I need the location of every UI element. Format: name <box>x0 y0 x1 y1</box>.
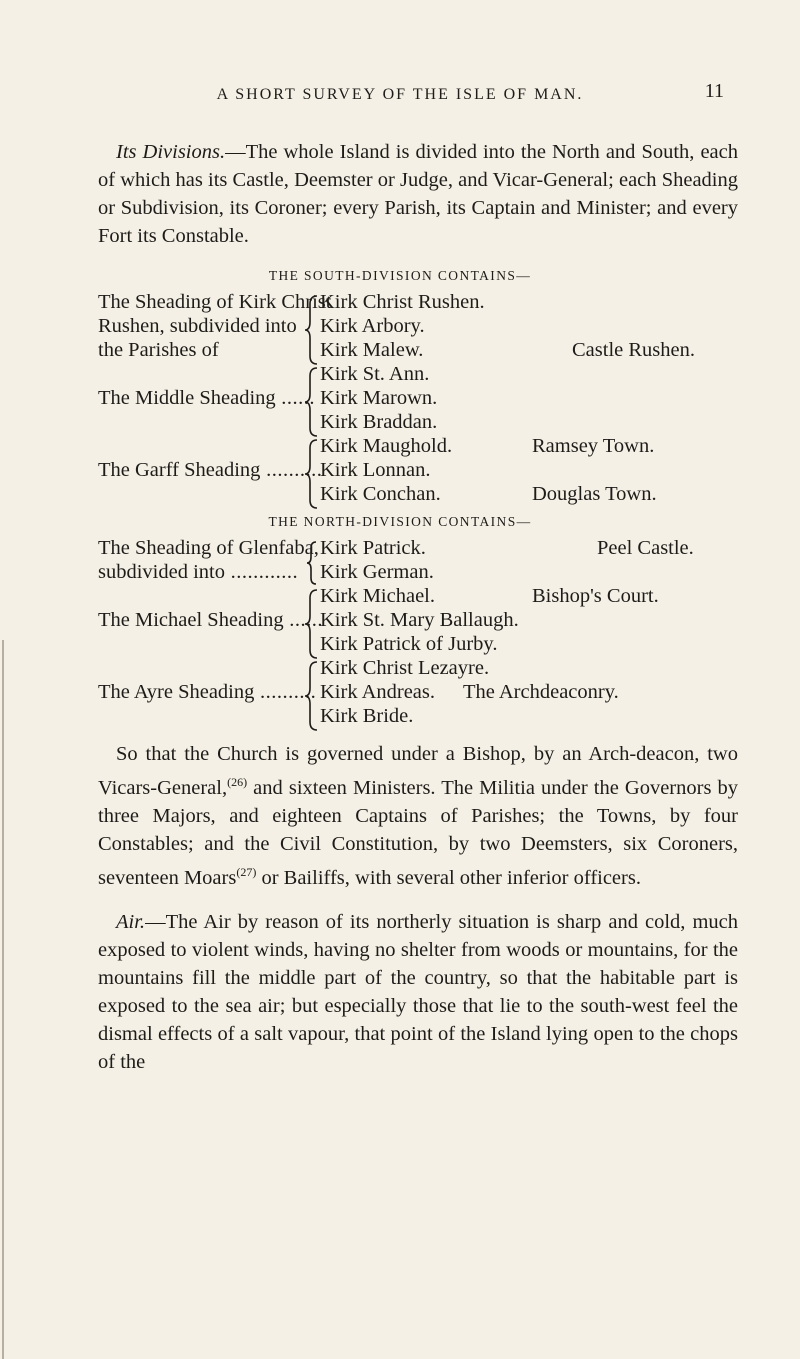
rushen-castle-note: Castle Rushen. <box>572 339 695 361</box>
intro-paragraph <box>98 138 738 250</box>
garff-brace <box>304 438 320 510</box>
rushen-parish-3: Kirk Malew. <box>320 339 424 361</box>
michael-label: The Michael Sheading ...... <box>98 609 323 631</box>
rushen-label-line-3: the Parishes of <box>98 339 219 361</box>
garff-parish-3: Kirk Conchan. <box>320 483 441 505</box>
middle-parish-2: Kirk Marown. <box>320 387 438 409</box>
intro-lead: Its Divisions. <box>116 141 226 163</box>
ramsey-town-note: Ramsey Town. <box>532 435 655 457</box>
peel-castle-note: Peel Castle. <box>597 537 694 559</box>
governance-text-c: or Bailiffs, with several other inferior officers. <box>256 866 641 889</box>
michael-brace <box>304 588 320 660</box>
glenfaba-brace <box>306 540 318 586</box>
rushen-label-line-1: The Sheading of Kirk Christ <box>98 291 332 313</box>
middle-parish-1: Kirk St. Ann. <box>320 363 430 385</box>
michael-parish-1: Kirk Michael. <box>320 585 435 607</box>
rushen-parish-1: Kirk Christ Rushen. <box>320 291 485 313</box>
glenfaba-label-line-2-text: subdivided into <box>98 561 225 583</box>
bishops-court-note: Bishop's Court. <box>532 585 659 607</box>
middle-label: The Middle Sheading ...... <box>98 387 316 409</box>
glenfaba-label-line-1: The Sheading of Glenfaba, <box>98 537 319 559</box>
rushen-parish-2: Kirk Arbory. <box>320 315 425 337</box>
page-edge-shadow <box>2 640 4 1359</box>
ayre-label-text: The Ayre Sheading <box>98 681 255 703</box>
garff-label: The Garff Sheading .......... <box>98 459 323 481</box>
air-paragraph <box>98 908 738 1076</box>
garff-parish-2: Kirk Lonnan. <box>320 459 431 481</box>
running-head: A SHORT SURVEY OF THE ISLE OF MAN. <box>216 86 584 103</box>
michael-parish-3: Kirk Patrick of Jurby. <box>320 633 498 655</box>
middle-label-text: The Middle Sheading <box>98 387 276 409</box>
garff-parish-1: Kirk Maughold. <box>320 435 453 457</box>
north-division-heading: THE NORTH-DIVISION CONTAINS— <box>268 514 532 529</box>
air-lead: Air. <box>116 911 146 933</box>
rushen-brace <box>304 294 320 366</box>
archdeaconry-note: The Archdeaconry. <box>463 681 619 703</box>
ayre-parish-2: Kirk Andreas. <box>320 681 436 703</box>
ayre-label: The Ayre Sheading .......... <box>98 681 317 703</box>
glenfaba-label-line-2: subdivided into ............ <box>98 561 299 583</box>
glenfaba-parish-2: Kirk German. <box>320 561 434 583</box>
governance-text-a: So that the Church is governed under a Bishop, by an Arch-deacon, two Vicars-General, <box>98 743 738 799</box>
governance-text-b: and sixteen Ministers. The Militia under the Governors by three Majors, and eighteen Captains of Parishes; the Towns, by four Constables; and the Civil Constitution, by two Deemsters, six Coroners, seventeen Moars <box>98 776 738 889</box>
footnote-ref-27: (27) <box>236 864 257 879</box>
middle-parish-3: Kirk Braddan. <box>320 411 438 433</box>
ayre-parish-3: Kirk Bride. <box>320 705 414 727</box>
intro-text: —The whole Island is divided into the North and South, each of which has its Castle, Deemster or Judge, and Vicar-General; each Sheading or Subdivision, its Coroner; every Parish, its Captain and Minister; and every Fort its Constable. <box>98 141 738 247</box>
rushen-label-line-2: Rushen, subdivided into <box>98 315 297 337</box>
footnote-ref-26: (26) <box>227 775 248 789</box>
page-number: 11 <box>704 80 724 102</box>
governance-paragraph <box>98 740 738 892</box>
michael-parish-2: Kirk St. Mary Ballaugh. <box>320 609 519 631</box>
douglas-town-note: Douglas Town. <box>532 483 657 505</box>
air-text: —The Air by reason of its northerly situation is sharp and cold, much exposed to violent winds, having no shelter from woods or mountains, for the mountains fill the middle part of the country, so that the habitable part is exposed to the sea air; but especially those that lie to the south-west feel the dismal effects of a salt vapour, that point of the Island lying open to the chops of the <box>98 911 738 1073</box>
michael-label-text: The Michael Sheading <box>98 609 284 631</box>
south-division-heading: THE SOUTH-DIVISION CONTAINS— <box>268 268 532 283</box>
glenfaba-parish-1: Kirk Patrick. <box>320 537 426 559</box>
ayre-parish-1: Kirk Christ Lezayre. <box>320 657 490 679</box>
ayre-brace <box>304 660 320 732</box>
garff-label-text: The Garff Sheading <box>98 459 261 481</box>
middle-brace <box>304 366 320 438</box>
